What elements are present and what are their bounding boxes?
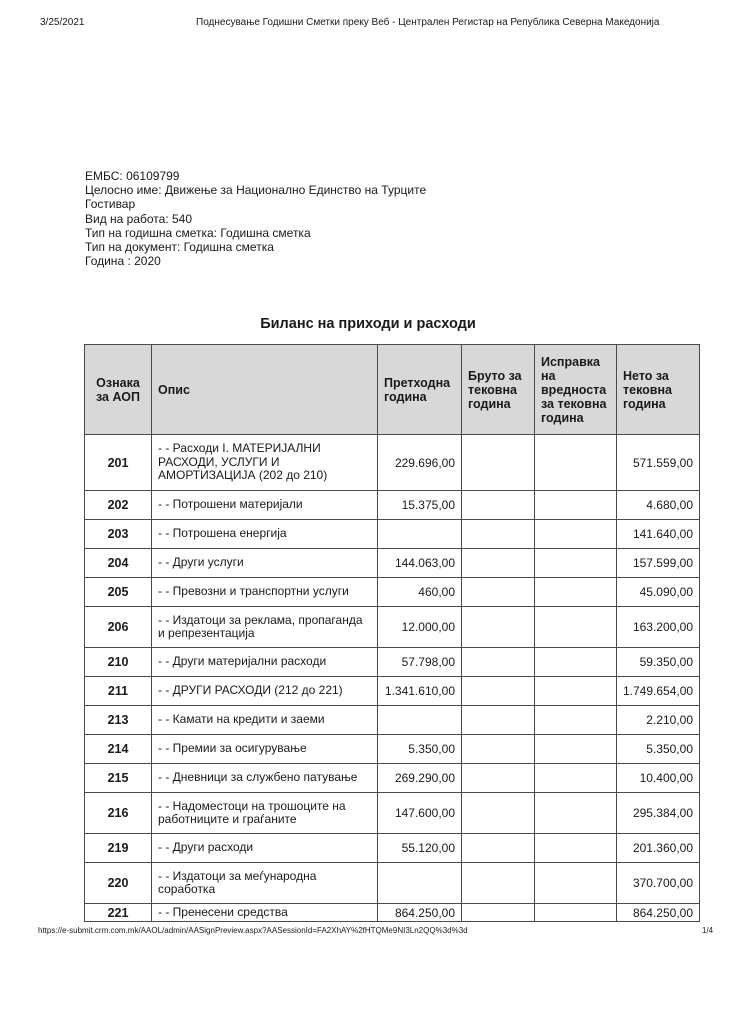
previous-year-cell <box>378 520 462 549</box>
info-embs: ЕМБС: 06109799 <box>85 169 180 183</box>
description-cell: - - Издатоци за меѓународна соработка <box>152 863 378 904</box>
description-cell: - - Потрошена енергија <box>152 520 378 549</box>
previous-year-cell: 269.290,00 <box>378 764 462 793</box>
info-account-type: Тип на годишна сметка: Годишна сметка <box>85 225 311 240</box>
net-current-cell: 571.559,00 <box>617 435 700 491</box>
previous-year-cell: 5.350,00 <box>378 735 462 764</box>
aop-cell: 204 <box>85 549 152 578</box>
description-cell: - - Превозни и транспортни услуги <box>152 578 378 607</box>
net-current-cell: 1.749.654,00 <box>617 677 700 706</box>
description-cell: - - Пренесени средства <box>152 904 378 922</box>
company-info <box>85 169 426 268</box>
column-header-adjustment-current: Исправка на вредноста за тековна година <box>535 345 617 435</box>
gross-current-cell <box>462 793 535 834</box>
previous-year-cell: 12.000,00 <box>378 607 462 648</box>
gross-current-cell <box>462 834 535 863</box>
description-cell: - - Издатоци за реклама, пропаганда и репрезентација <box>152 607 378 648</box>
adjustment-current-cell <box>535 520 617 549</box>
aop-cell: 205 <box>85 578 152 607</box>
column-header-description: Опис <box>152 345 378 435</box>
aop-cell: 220 <box>85 863 152 904</box>
previous-year-cell: 55.120,00 <box>378 834 462 863</box>
description-cell: - - Камати на кредити и заеми <box>152 706 378 735</box>
footer-page-number: 1/4 <box>702 926 714 935</box>
adjustment-current-cell <box>535 677 617 706</box>
adjustment-current-cell <box>535 578 617 607</box>
column-header-gross-current: Бруто за тековна година <box>462 345 535 435</box>
adjustment-current-cell <box>535 491 617 520</box>
description-cell: - - Други услуги <box>152 549 378 578</box>
gross-current-cell <box>462 735 535 764</box>
net-current-cell: 864.250,00 <box>617 904 700 922</box>
adjustment-current-cell <box>535 435 617 491</box>
previous-year-cell: 229.696,00 <box>378 435 462 491</box>
description-cell: - - Други расходи <box>152 834 378 863</box>
print-date: 3/25/2021 <box>40 17 85 28</box>
info-year: Година : 2020 <box>85 254 161 269</box>
adjustment-current-cell <box>535 549 617 578</box>
aop-cell: 214 <box>85 735 152 764</box>
previous-year-cell: 147.600,00 <box>378 793 462 834</box>
aop-cell: 203 <box>85 520 152 549</box>
aop-cell: 219 <box>85 834 152 863</box>
aop-cell: 216 <box>85 793 152 834</box>
net-current-cell: 141.640,00 <box>617 520 700 549</box>
aop-cell: 213 <box>85 706 152 735</box>
aop-cell: 211 <box>85 677 152 706</box>
adjustment-current-cell <box>535 764 617 793</box>
table-row <box>85 706 700 735</box>
adjustment-current-cell <box>535 863 617 904</box>
document-title: Биланс на приходи и расходи <box>260 316 476 332</box>
gross-current-cell <box>462 607 535 648</box>
net-current-cell: 370.700,00 <box>617 863 700 904</box>
net-current-cell: 59.350,00 <box>617 648 700 677</box>
table-row <box>85 834 700 863</box>
previous-year-cell <box>378 863 462 904</box>
previous-year-cell <box>378 706 462 735</box>
aop-cell: 206 <box>85 607 152 648</box>
previous-year-cell: 460,00 <box>378 578 462 607</box>
net-current-cell: 2.210,00 <box>617 706 700 735</box>
description-cell: - - Премии за осигурување <box>152 735 378 764</box>
info-document-type: Тип на документ: Годишна сметка <box>85 240 274 255</box>
aop-cell: 202 <box>85 491 152 520</box>
info-activity: Вид на работа: 540 <box>85 211 193 226</box>
gross-current-cell <box>462 863 535 904</box>
table-row <box>85 677 700 706</box>
adjustment-current-cell <box>535 904 617 922</box>
adjustment-current-cell <box>535 706 617 735</box>
aop-cell: 221 <box>85 904 152 922</box>
gross-current-cell <box>462 904 535 922</box>
net-current-cell: 157.599,00 <box>617 549 700 578</box>
gross-current-cell <box>462 706 535 735</box>
gross-current-cell <box>462 764 535 793</box>
previous-year-cell: 15.375,00 <box>378 491 462 520</box>
net-current-cell: 45.090,00 <box>617 578 700 607</box>
net-current-cell: 10.400,00 <box>617 764 700 793</box>
gross-current-cell <box>462 648 535 677</box>
column-header-aop: Ознака за АОП <box>85 345 152 435</box>
gross-current-cell <box>462 435 535 491</box>
description-cell: - - Дневници за службено патување <box>152 764 378 793</box>
table-row <box>85 764 700 793</box>
gross-current-cell <box>462 491 535 520</box>
print-page-title: Поднесување Годишни Сметки преку Веб - Централен Регистар на Република Северна Македонија <box>196 17 660 28</box>
adjustment-current-cell <box>535 735 617 764</box>
description-cell: - - Потрошени материјали <box>152 491 378 520</box>
table-row <box>85 435 700 491</box>
net-current-cell: 163.200,00 <box>617 607 700 648</box>
table-row <box>85 648 700 677</box>
net-current-cell: 201.360,00 <box>617 834 700 863</box>
description-cell: - - Други материјални расходи <box>152 648 378 677</box>
net-current-cell: 5.350,00 <box>617 735 700 764</box>
table-row <box>85 863 700 904</box>
table-row <box>85 735 700 764</box>
adjustment-current-cell <box>535 607 617 648</box>
gross-current-cell <box>462 677 535 706</box>
net-current-cell: 295.384,00 <box>617 793 700 834</box>
description-cell: - - Расходи I. МАТЕРИЈАЛНИ РАСХОДИ, УСЛУГИ И АМОРТИЗАЦИЈА (202 до 210) <box>152 435 378 491</box>
previous-year-cell: 144.063,00 <box>378 549 462 578</box>
aop-cell: 215 <box>85 764 152 793</box>
gross-current-cell <box>462 520 535 549</box>
table-row <box>85 904 700 922</box>
footer-url: https://e-submit.crm.com.mk/AAOL/admin/AASignPreview.aspx?AASessionId=FA2XhAY%2fHTQMe9NI3Ln2QQ%3d%3d <box>38 926 468 935</box>
table-header-row <box>85 345 700 435</box>
info-city: Гостивар <box>85 197 136 212</box>
table-row <box>85 607 700 648</box>
previous-year-cell: 864.250,00 <box>378 904 462 922</box>
info-full-name: Целосно име: Движење за Национално Единство на Турците <box>85 183 427 198</box>
previous-year-cell: 1.341.610,00 <box>378 677 462 706</box>
table-row <box>85 549 700 578</box>
aop-cell: 210 <box>85 648 152 677</box>
description-cell: - - ДРУГИ РАСХОДИ (212 до 221) <box>152 677 378 706</box>
table-row <box>85 578 700 607</box>
net-current-cell: 4.680,00 <box>617 491 700 520</box>
table-row <box>85 520 700 549</box>
adjustment-current-cell <box>535 793 617 834</box>
previous-year-cell: 57.798,00 <box>378 648 462 677</box>
adjustment-current-cell <box>535 648 617 677</box>
adjustment-current-cell <box>535 834 617 863</box>
column-header-net-current: Нето за тековна година <box>617 345 700 435</box>
aop-cell: 201 <box>85 435 152 491</box>
gross-current-cell <box>462 578 535 607</box>
gross-current-cell <box>462 549 535 578</box>
table-row <box>85 793 700 834</box>
table-row <box>85 491 700 520</box>
column-header-previous-year: Претходна година <box>378 345 462 435</box>
description-cell: - - Надоместоци на трошоците на работниците и граѓаните <box>152 793 378 834</box>
income-expense-table <box>84 344 700 922</box>
